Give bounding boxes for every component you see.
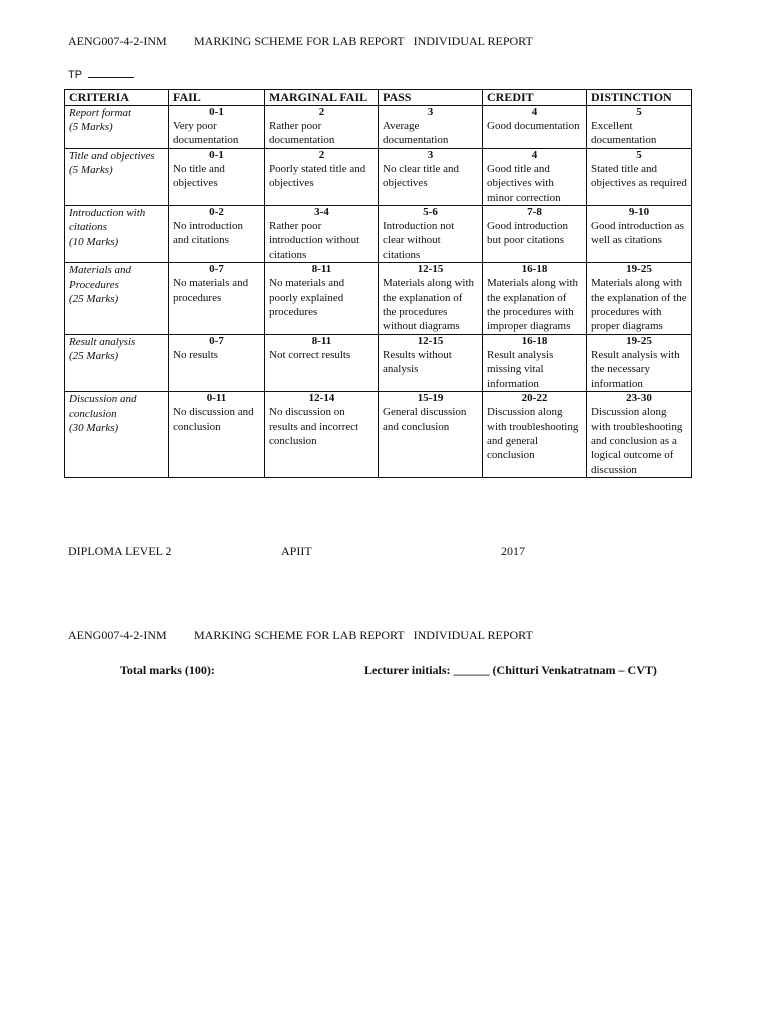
- score-range: 0-11: [169, 392, 265, 406]
- description-cell: Result analysis missing vital information: [483, 348, 587, 392]
- description-cell: No results: [169, 348, 265, 392]
- header-title: MARKING SCHEME FOR LAB REPORT: [194, 34, 405, 48]
- description-cell: Poorly stated title and objectives: [265, 162, 379, 206]
- score-range: 2: [265, 148, 379, 162]
- header-title: MARKING SCHEME FOR LAB REPORT: [194, 628, 405, 642]
- score-range: 12-14: [265, 392, 379, 406]
- description-cell: Average documentation: [379, 119, 483, 148]
- description-cell: Rather poor documentation: [265, 119, 379, 148]
- criteria-marks: (25 Marks): [69, 350, 119, 363]
- description-cell: Results without analysis: [379, 348, 483, 392]
- description-cell: Excellent documentation: [587, 119, 692, 148]
- description-cell: Stated title and objectives as required: [587, 162, 692, 206]
- criteria-name: Discussion and conclusion: [69, 393, 137, 420]
- score-range: 20-22: [483, 392, 587, 406]
- criteria-marks: (5 Marks): [69, 121, 113, 134]
- description-cell: General discussion and conclusion: [379, 405, 483, 478]
- tp-blank-line: [88, 68, 134, 78]
- score-range: 4: [483, 148, 587, 162]
- description-cell: No introduction and citations: [169, 219, 265, 263]
- criteria-name: Result analysis: [69, 335, 136, 348]
- table-row: [65, 263, 692, 277]
- description-cell: Good introduction as well as citations: [587, 219, 692, 263]
- description-cell: Discussion along with troubleshooting and general conclusion: [483, 405, 587, 478]
- description-cell: No title and objectives: [169, 162, 265, 206]
- score-range: 19-25: [587, 334, 692, 348]
- footer-level: DIPLOMA LEVEL 2: [68, 544, 172, 558]
- criteria-cell: [65, 106, 169, 149]
- footer-institution: APIIT: [281, 544, 312, 558]
- criteria-name: Title and objectives: [69, 149, 155, 162]
- score-range: 5-6: [379, 206, 483, 220]
- score-range: 5: [587, 148, 692, 162]
- marking-rubric-table: [64, 89, 692, 478]
- document-header-repeat: [68, 628, 533, 643]
- table-row: [65, 392, 692, 406]
- score-range: 0-1: [169, 106, 265, 120]
- criteria-cell: [65, 334, 169, 391]
- tp-field[interactable]: [68, 68, 134, 81]
- description-cell: No materials and procedures: [169, 276, 265, 334]
- criteria-cell: [65, 263, 169, 335]
- criteria-name: Introduction with citations: [69, 207, 146, 234]
- description-cell: Materials along with the explanation of the procedures with improper diagrams: [483, 276, 587, 334]
- tp-label: TP: [68, 69, 83, 81]
- description-cell: Result analysis with the necessary information: [587, 348, 692, 392]
- table-row: [65, 148, 692, 162]
- criteria-cell: [65, 148, 169, 205]
- score-range: 0-7: [169, 334, 265, 348]
- criteria-marks: (30 Marks): [69, 421, 119, 434]
- column-header: DISTINCTION: [587, 90, 692, 106]
- total-marks-label: Total marks (100):: [120, 663, 215, 677]
- score-range: 3: [379, 148, 483, 162]
- description-cell: No materials and poorly explained procedures: [265, 276, 379, 334]
- score-range: 7-8: [483, 206, 587, 220]
- description-cell: Good introduction but poor citations: [483, 219, 587, 263]
- score-range: 3-4: [265, 206, 379, 220]
- score-range: 2: [265, 106, 379, 120]
- column-header: MARGINAL FAIL: [265, 90, 379, 106]
- score-range: 0-1: [169, 148, 265, 162]
- table-row: [65, 206, 692, 220]
- column-header: CRITERIA: [65, 90, 169, 106]
- score-range: 16-18: [483, 263, 587, 277]
- score-range: 0-7: [169, 263, 265, 277]
- description-cell: Good title and objectives with minor correction: [483, 162, 587, 206]
- score-range: 8-11: [265, 334, 379, 348]
- score-range: 9-10: [587, 206, 692, 220]
- description-cell: Materials along with the explanation of the procedures without diagrams: [379, 276, 483, 334]
- score-range: 15-19: [379, 392, 483, 406]
- score-range: 12-15: [379, 263, 483, 277]
- description-cell: Introduction not clear without citations: [379, 219, 483, 263]
- score-range: 3: [379, 106, 483, 120]
- course-code: AENG007-4-2-INM: [68, 34, 167, 48]
- score-range: 19-25: [587, 263, 692, 277]
- footer-year: 2017: [501, 544, 525, 558]
- document-header: [68, 34, 533, 49]
- criteria-name: Materials and Procedures: [69, 264, 132, 291]
- description-cell: No clear title and objectives: [379, 162, 483, 206]
- score-range: 5: [587, 106, 692, 120]
- table-header-row: [65, 90, 692, 106]
- score-range: 12-15: [379, 334, 483, 348]
- score-range: 16-18: [483, 334, 587, 348]
- table-row: [65, 106, 692, 120]
- description-cell: Not correct results: [265, 348, 379, 392]
- column-header: FAIL: [169, 90, 265, 106]
- column-header: PASS: [379, 90, 483, 106]
- lecturer-initials-label: Lecturer initials: ______ (Chitturi Venkatratnam – CVT): [364, 663, 657, 677]
- table-row: [65, 334, 692, 348]
- header-subtitle: INDIVIDUAL REPORT: [413, 34, 533, 48]
- score-range: 4: [483, 106, 587, 120]
- criteria-cell: [65, 392, 169, 478]
- criteria-marks: (10 Marks): [69, 235, 119, 248]
- criteria-name: Report format: [69, 107, 132, 119]
- description-cell: No discussion and conclusion: [169, 405, 265, 478]
- header-subtitle: INDIVIDUAL REPORT: [413, 628, 533, 642]
- description-cell: No discussion on results and incorrect conclusion: [265, 405, 379, 478]
- course-code: AENG007-4-2-INM: [68, 628, 167, 642]
- description-cell: Materials along with the explanation of the procedures with proper diagrams: [587, 276, 692, 334]
- column-header: CREDIT: [483, 90, 587, 106]
- description-cell: Discussion along with troubleshooting and conclusion as a logical outcome of discussion: [587, 405, 692, 478]
- description-cell: Good documentation: [483, 119, 587, 148]
- criteria-marks: (25 Marks): [69, 293, 119, 306]
- score-range: 23-30: [587, 392, 692, 406]
- description-cell: Rather poor introduction without citations: [265, 219, 379, 263]
- criteria-marks: (5 Marks): [69, 164, 113, 177]
- description-cell: Very poor documentation: [169, 119, 265, 148]
- score-range: 0-2: [169, 206, 265, 220]
- criteria-cell: [65, 206, 169, 263]
- score-range: 8-11: [265, 263, 379, 277]
